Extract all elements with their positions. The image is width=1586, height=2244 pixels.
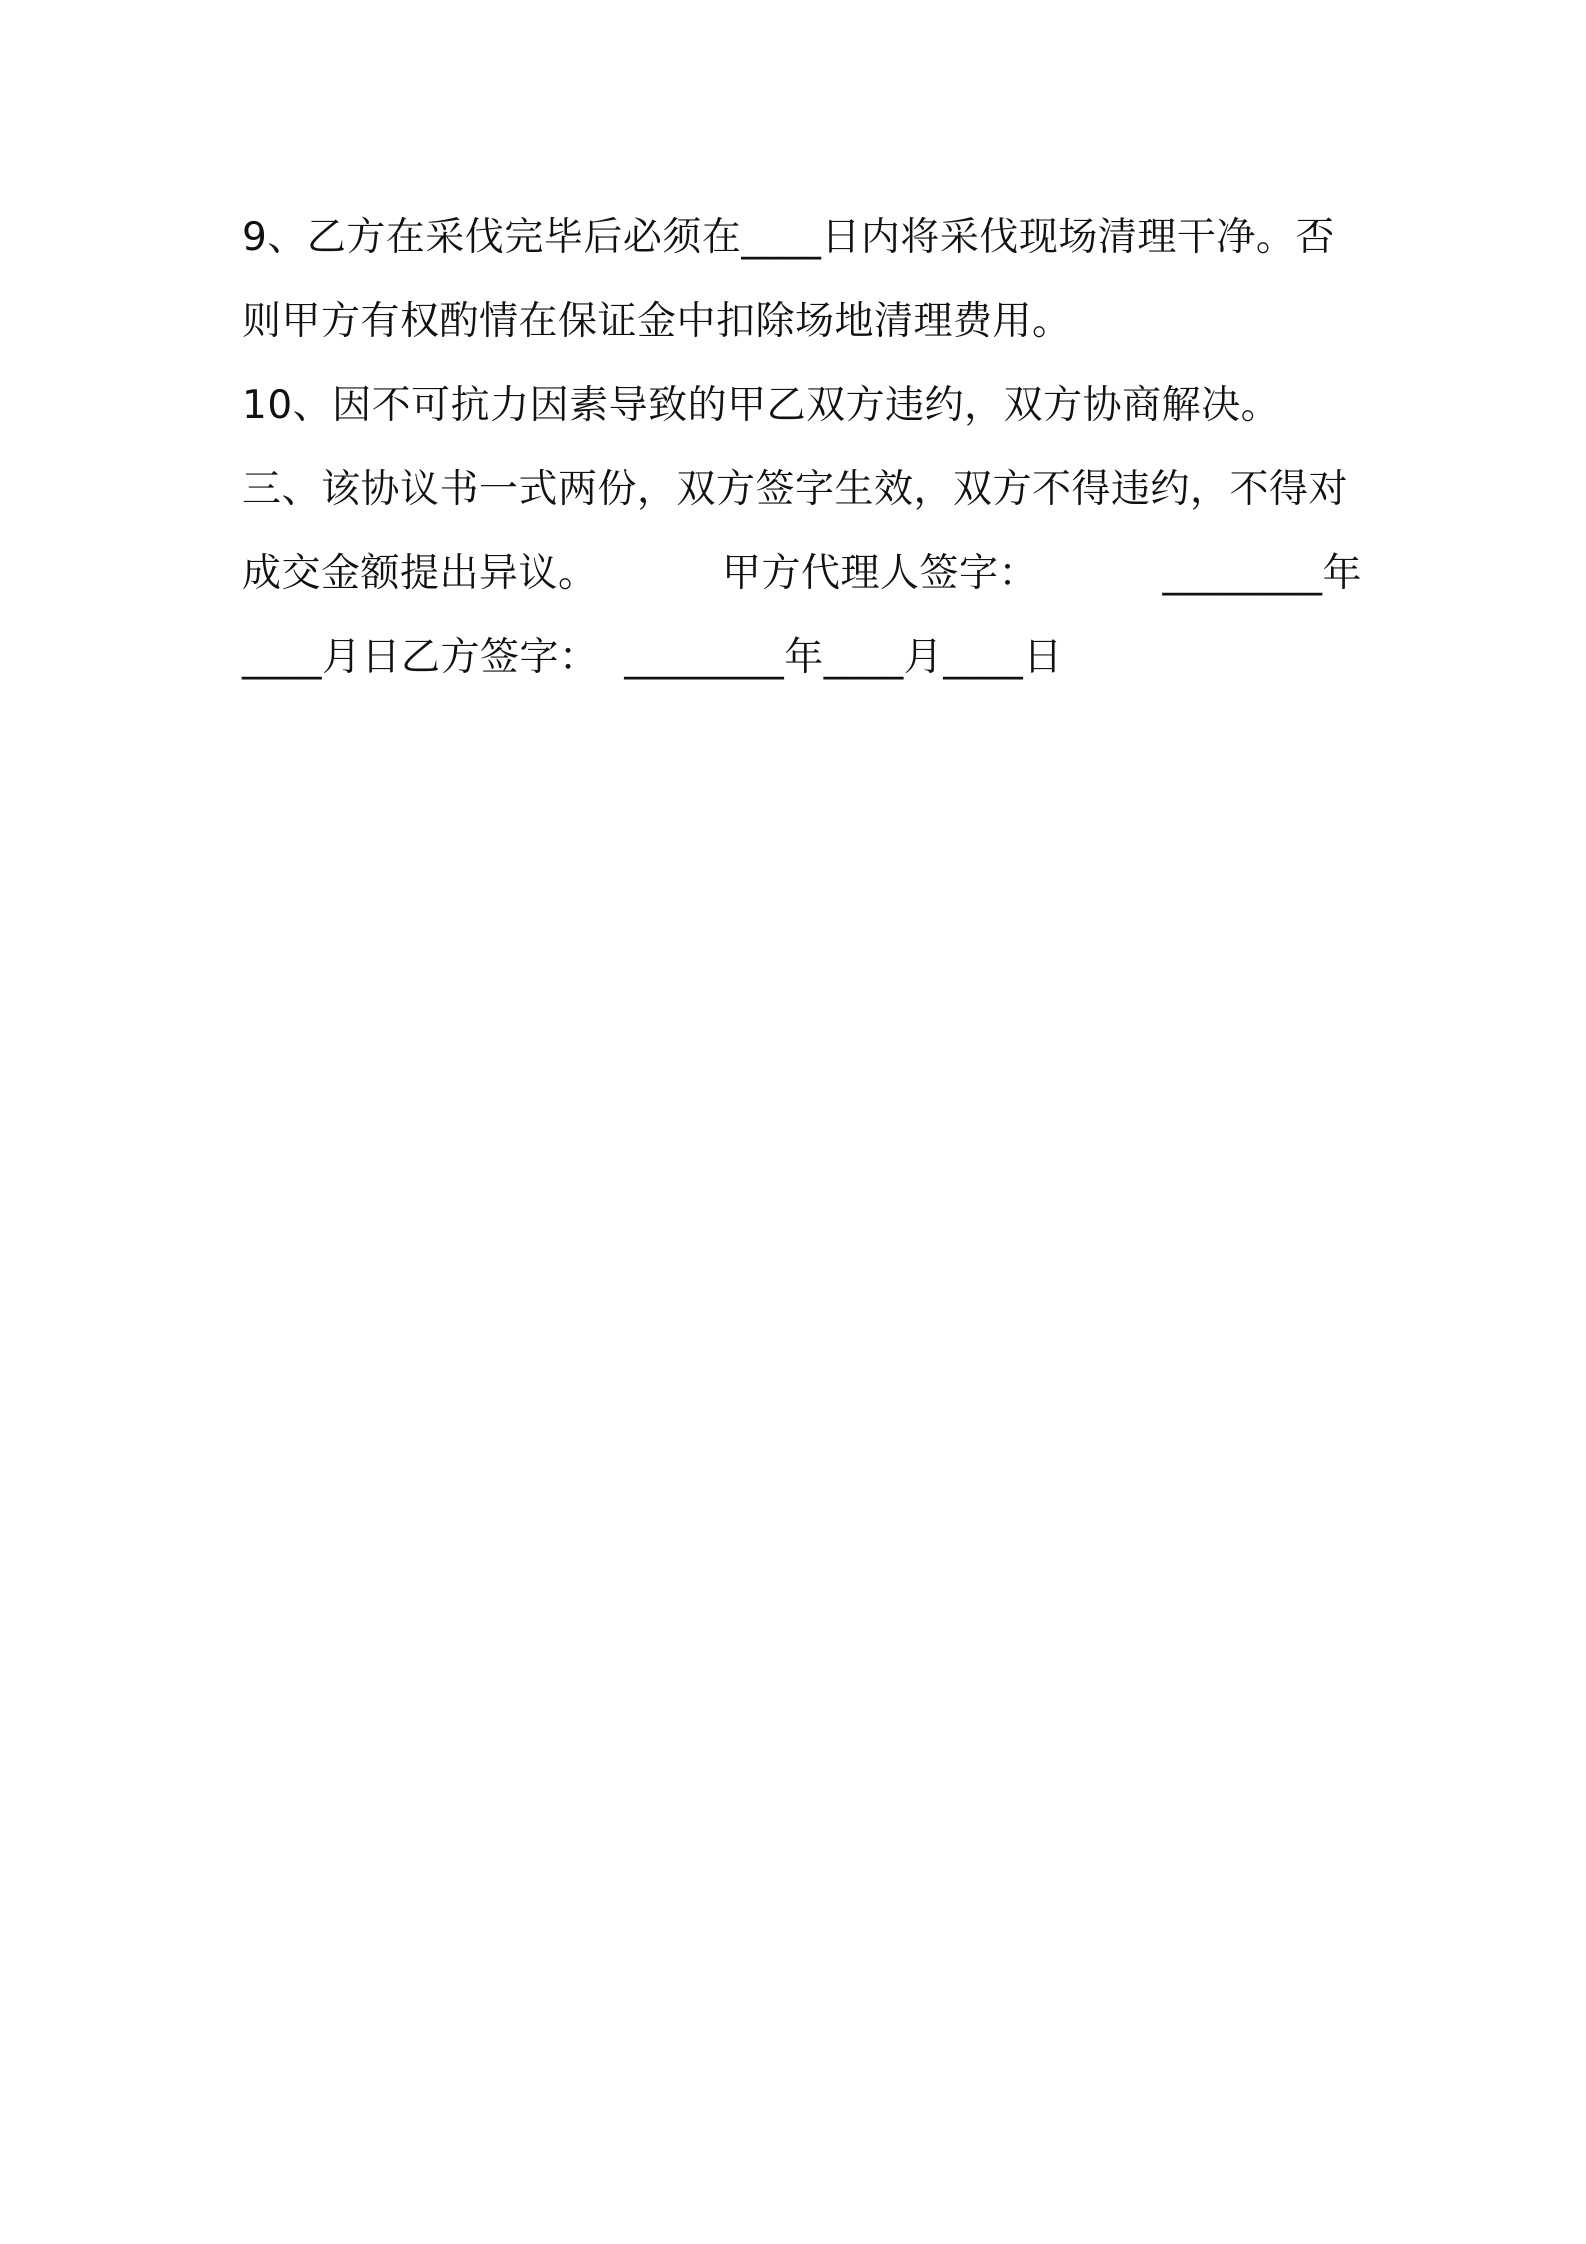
document-body: [242, 196, 1362, 700]
clause-9-line-1: 9、乙方在采伐完毕后必须在____日内将采伐现场清理干净。否: [242, 215, 1335, 260]
clause-9-line-2: 则甲方有权酌情在保证金中扣除场地清理费用。: [242, 299, 1072, 344]
signature-date-line: ____月日乙方签字： ________年____月____日: [242, 635, 1063, 680]
section-3-line-2: [242, 532, 1362, 616]
clause-10: 10、因不可抗力因素导致的甲乙双方违约，双方协商解决。: [242, 383, 1281, 428]
section-3-text: 成交金额提出异议。: [242, 551, 598, 596]
party-a-agent-signature-label: 甲方代理人签字：: [721, 551, 1038, 596]
section-3-line-1: 三、该协议书一式两份，双方签字生效，双方不得违约，不得对: [242, 467, 1349, 512]
party-a-signature-date-blank: ________年: [1162, 551, 1362, 596]
